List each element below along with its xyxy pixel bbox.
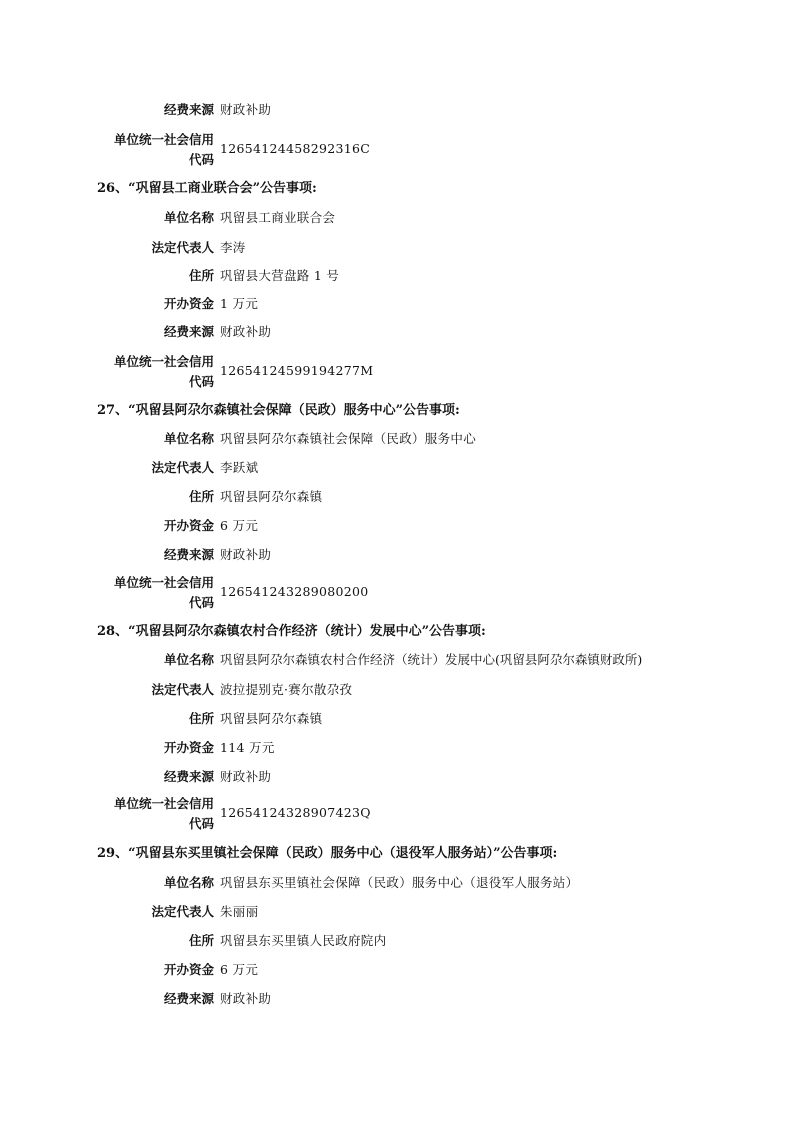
code-label-line2: 代码: [188, 595, 214, 610]
capital-label: 开办资金: [163, 296, 214, 311]
name-label: 单位名称: [163, 652, 214, 667]
name-value: 巩留县工商业联合会: [220, 210, 336, 225]
capital-value: 114 万元: [220, 740, 275, 755]
code-label-line1: 单位统一社会信用: [113, 132, 214, 147]
capital-value: 1 万元: [220, 296, 259, 311]
code-label-line1: 单位统一社会信用: [113, 354, 214, 369]
legal-value: 李跃斌: [220, 460, 259, 475]
funding-label: 经费来源: [163, 324, 214, 339]
entry-header: 28、“巩留县阿尕尔森镇农村合作经济（统计）发展中心”公告事项:: [97, 624, 486, 639]
legal-value: 朱丽丽: [220, 904, 259, 919]
legal-value: 李涛: [220, 240, 246, 255]
code-label-line1: 单位统一社会信用: [113, 796, 214, 811]
address-value: 巩留县大营盘路 1 号: [220, 268, 340, 283]
legal-label: 法定代表人: [151, 240, 214, 255]
funding-label: 经费来源: [163, 547, 214, 562]
capital-value: 6 万元: [220, 518, 259, 533]
name-label: 单位名称: [163, 875, 214, 890]
code-value: 12654124328907423Q: [220, 805, 371, 820]
legal-label: 法定代表人: [151, 904, 214, 919]
funding-label: 经费来源: [163, 769, 214, 784]
code-value: 126541243289080200: [220, 584, 369, 599]
address-label: 住所: [188, 489, 214, 504]
funding-label: 经费来源: [163, 991, 214, 1006]
funding-value: 财政补助: [220, 769, 272, 784]
entry-header: 27、“巩留县阿尕尔森镇社会保障（民政）服务中心”公告事项:: [97, 403, 460, 418]
address-value: 巩留县东买里镇人民政府院内: [220, 933, 387, 948]
legal-value: 波拉提别克·赛尔散尕孜: [220, 682, 353, 697]
code-value: 12654124458292316C: [220, 141, 371, 156]
code-label-line1: 单位统一社会信用: [113, 575, 214, 590]
funding-value: 财政补助: [220, 102, 272, 117]
funding-value: 财政补助: [220, 324, 272, 339]
name-value: 巩留县阿尕尔森镇社会保障（民政）服务中心: [220, 431, 477, 446]
funding-label: 经费来源: [163, 102, 214, 117]
address-label: 住所: [188, 711, 214, 726]
code-value: 12654124599194277M: [220, 363, 374, 378]
name-label: 单位名称: [163, 431, 214, 446]
code-label-line2: 代码: [188, 816, 214, 831]
legal-label: 法定代表人: [151, 460, 214, 475]
address-value: 巩留县阿尕尔森镇: [220, 711, 323, 726]
entry-header: 26、“巩留县工商业联合会”公告事项:: [97, 181, 317, 196]
capital-label: 开办资金: [163, 740, 214, 755]
funding-value: 财政补助: [220, 991, 272, 1006]
name-value: 巩留县阿尕尔森镇农村合作经济（统计）发展中心(巩留县阿尕尔森镇财政所): [220, 652, 643, 667]
legal-label: 法定代表人: [151, 682, 214, 697]
address-label: 住所: [188, 268, 214, 283]
entry-header: 29、“巩留县东买里镇社会保障（民政）服务中心（退役军人服务站）”公告事项:: [97, 846, 558, 861]
name-label: 单位名称: [163, 210, 214, 225]
address-label: 住所: [188, 933, 214, 948]
funding-value: 财政补助: [220, 547, 272, 562]
address-value: 巩留县阿尕尔森镇: [220, 489, 323, 504]
code-label-line2: 代码: [188, 374, 214, 389]
capital-label: 开办资金: [163, 518, 214, 533]
capital-value: 6 万元: [220, 962, 259, 977]
name-value: 巩留县东买里镇社会保障（民政）服务中心（退役军人服务站）: [220, 875, 579, 890]
capital-label: 开办资金: [163, 962, 214, 977]
code-label-line2: 代码: [188, 152, 214, 167]
